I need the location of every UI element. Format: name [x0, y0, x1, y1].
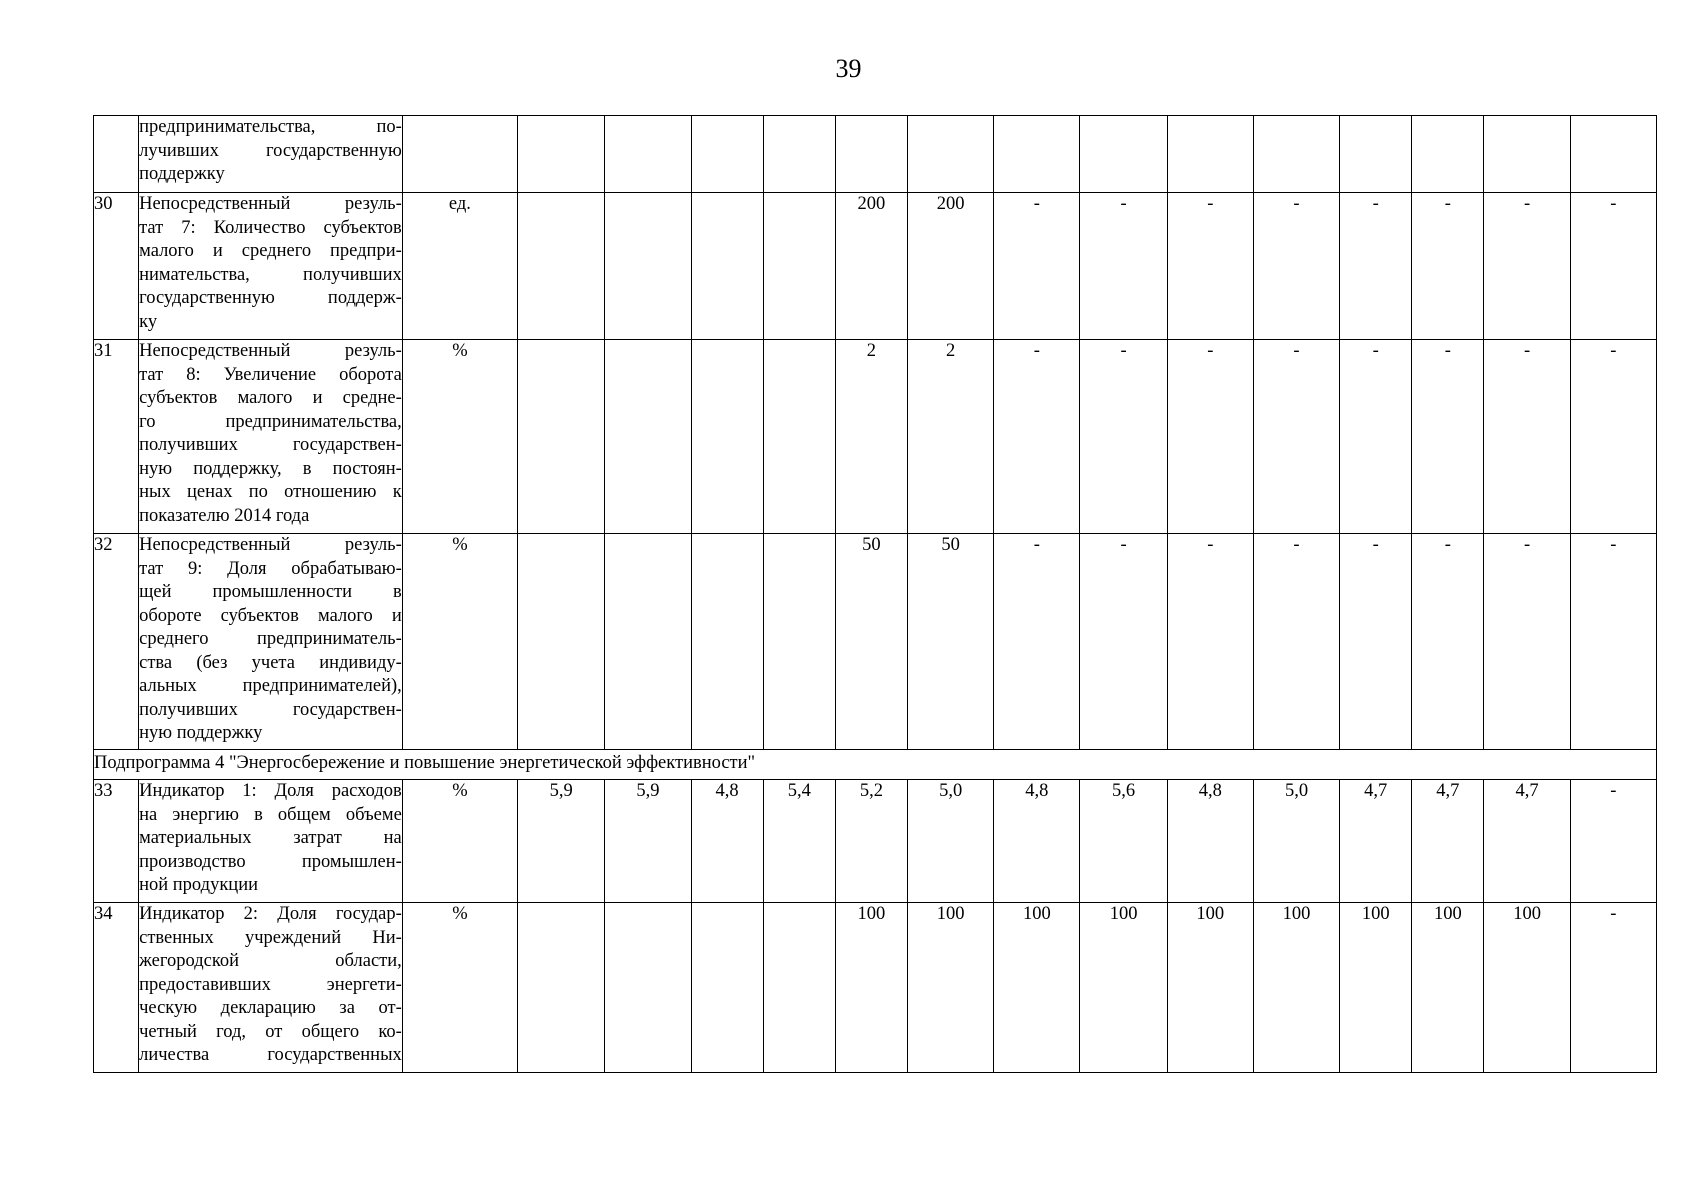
row-number: 31: [94, 340, 139, 534]
value-cell: 5,4: [763, 780, 835, 903]
value-cell: [1570, 116, 1656, 193]
value-cell: -: [1253, 193, 1339, 340]
indicator-name-line: Непосредственный резуль-: [139, 341, 402, 361]
value-cell: -: [1167, 340, 1253, 534]
value-cell: 5,6: [1080, 780, 1167, 903]
value-cell: 100: [1412, 903, 1484, 1073]
value-cell: -: [994, 340, 1080, 534]
value-cell: 50: [908, 534, 994, 750]
value-cell: 100: [994, 903, 1080, 1073]
value-cell: [1484, 116, 1570, 193]
indicator-name-line: ку: [139, 311, 158, 332]
value-cell: -: [1167, 534, 1253, 750]
value-cell: [691, 903, 763, 1073]
value-cell: [994, 116, 1080, 193]
indicator-name-line: тат 7: Количество субъектов: [139, 217, 402, 238]
value-cell: 5,2: [835, 780, 907, 903]
value-cell: [518, 534, 605, 750]
value-cell: [518, 116, 605, 193]
value-cell: 2: [908, 340, 994, 534]
value-cell: -: [1253, 340, 1339, 534]
indicator-name-line: получивших государствен-: [139, 699, 402, 720]
value-cell: -: [994, 193, 1080, 340]
indicator-name-line: получивших государствен-: [139, 435, 402, 455]
page-number: 39: [835, 54, 862, 83]
row-number: 33: [94, 780, 139, 903]
value-cell: [1080, 116, 1167, 193]
value-cell: [691, 193, 763, 340]
indicator-name-line: Индикатор 1: Доля расходов: [139, 781, 402, 801]
value-cell: -: [1080, 534, 1167, 750]
value-cell: [518, 193, 605, 340]
value-cell: [1412, 116, 1484, 193]
table-row: [94, 534, 1657, 750]
indicator-name-line: лучивших государственную: [139, 140, 402, 161]
indicators-table: [93, 115, 1657, 1073]
value-cell: 5,0: [908, 780, 994, 903]
row-number: [94, 116, 139, 193]
value-cell: -: [1484, 193, 1570, 340]
value-cell: [1167, 116, 1253, 193]
value-cell: 100: [835, 903, 907, 1073]
table-row: [94, 903, 1657, 1073]
section-row: [94, 750, 1657, 780]
value-cell: 4,7: [1484, 780, 1570, 903]
value-cell: -: [1340, 193, 1412, 340]
value-cell: 100: [1340, 903, 1412, 1073]
value-cell: [518, 340, 605, 534]
indicator-name: [139, 116, 403, 193]
value-cell: -: [1484, 340, 1570, 534]
table-row: [94, 193, 1657, 340]
value-cell: -: [994, 534, 1080, 750]
value-cell: -: [1412, 340, 1484, 534]
value-cell: 4,8: [1167, 780, 1253, 903]
value-cell: [835, 116, 907, 193]
indicator-name-line: нимательства, получивших: [139, 264, 402, 285]
unit-cell: %: [402, 340, 517, 534]
value-cell: -: [1080, 340, 1167, 534]
indicator-name-line: обороте субъектов малого и: [139, 605, 402, 626]
row-number: 30: [94, 193, 139, 340]
value-cell: [605, 193, 691, 340]
unit-cell: %: [402, 780, 517, 903]
value-cell: 4,8: [691, 780, 763, 903]
value-cell: -: [1167, 193, 1253, 340]
indicator-name: [139, 780, 403, 903]
value-cell: [605, 116, 691, 193]
indicator-name-line: альных предпринимателей),: [139, 676, 402, 696]
unit-cell: ед.: [402, 193, 517, 340]
unit-cell: %: [402, 903, 517, 1073]
indicator-name-line: Непосредственный резуль-: [139, 535, 402, 555]
value-cell: 4,7: [1412, 780, 1484, 903]
value-cell: -: [1253, 534, 1339, 750]
value-cell: -: [1570, 534, 1656, 750]
indicator-name-line: среднего предприниматель-: [139, 629, 402, 649]
table-row: [94, 116, 1657, 193]
value-cell: 100: [1253, 903, 1339, 1073]
value-cell: -: [1412, 534, 1484, 750]
indicator-name-line: на энергию в общем объеме: [139, 804, 402, 825]
value-cell: [763, 340, 835, 534]
indicator-name-line: производство промышлен-: [139, 851, 402, 872]
value-cell: [908, 116, 994, 193]
value-cell: [605, 340, 691, 534]
value-cell: -: [1570, 340, 1656, 534]
indicator-name-line: поддержку: [139, 164, 225, 184]
value-cell: [605, 534, 691, 750]
indicator-name: [139, 193, 403, 340]
value-cell: 200: [908, 193, 994, 340]
indicator-name-line: тат 9: Доля обрабатываю-: [139, 558, 402, 579]
table-row: [94, 340, 1657, 534]
value-cell: -: [1570, 193, 1656, 340]
indicator-name: [139, 534, 403, 750]
subprogram-heading: Подпрограмма 4 "Энергосбережение и повышение энергетической эффективности": [94, 750, 1657, 780]
value-cell: 100: [1484, 903, 1570, 1073]
indicator-name-line: предоставивших энергети-: [139, 974, 402, 995]
value-cell: 4,7: [1340, 780, 1412, 903]
value-cell: 50: [835, 534, 907, 750]
value-cell: [763, 534, 835, 750]
value-cell: [518, 903, 605, 1073]
value-cell: -: [1080, 193, 1167, 340]
value-cell: -: [1570, 780, 1656, 903]
indicator-name-line: ной продукции: [139, 875, 259, 895]
value-cell: [691, 340, 763, 534]
value-cell: 5,9: [518, 780, 605, 903]
indicator-name-line: малого и среднего предпри-: [139, 241, 402, 261]
row-number: 34: [94, 903, 139, 1073]
indicator-name-line: щей промышленности в: [139, 582, 402, 602]
indicator-name-line: материальных затрат на: [139, 828, 402, 848]
row-number: 32: [94, 534, 139, 750]
unit-cell: %: [402, 534, 517, 750]
indicator-name-line: ства (без учета индивиду-: [139, 652, 402, 673]
value-cell: [763, 903, 835, 1073]
indicator-name-line: Непосредственный резуль-: [139, 194, 402, 214]
value-cell: -: [1484, 534, 1570, 750]
value-cell: 4,8: [994, 780, 1080, 903]
indicator-name-line: государственную поддерж-: [139, 288, 402, 308]
indicator-name-line: жегородской области,: [139, 951, 402, 971]
indicator-name-line: ную поддержку: [139, 723, 263, 743]
value-cell: [1340, 116, 1412, 193]
value-cell: 200: [835, 193, 907, 340]
value-cell: -: [1340, 534, 1412, 750]
value-cell: [691, 116, 763, 193]
indicator-name-line: ческую декларацию за от-: [139, 998, 402, 1018]
indicator-name-line: показателю 2014 года: [139, 505, 310, 526]
indicator-name-line: Индикатор 2: Доля государ-: [139, 904, 402, 924]
indicator-name-line: ных ценах по отношению к: [139, 482, 402, 502]
unit-cell: [402, 116, 517, 193]
value-cell: 5,0: [1253, 780, 1339, 903]
value-cell: 100: [1080, 903, 1167, 1073]
value-cell: -: [1570, 903, 1656, 1073]
value-cell: [691, 534, 763, 750]
indicator-name-line: тат 8: Увеличение оборота: [139, 364, 402, 385]
indicator-name-line: субъектов малого и средне-: [139, 388, 402, 408]
indicator-name-line: четный год, от общего ко-: [139, 1021, 402, 1042]
indicator-name-line: личества государственных: [139, 1045, 402, 1065]
indicator-name-line: ственных учреждений Ни-: [139, 927, 402, 948]
table-row: [94, 780, 1657, 903]
value-cell: 2: [835, 340, 907, 534]
value-cell: [763, 116, 835, 193]
value-cell: -: [1340, 340, 1412, 534]
value-cell: [1253, 116, 1339, 193]
value-cell: [763, 193, 835, 340]
value-cell: [605, 903, 691, 1073]
indicator-name: [139, 340, 403, 534]
indicator-name-line: го предпринимательства,: [139, 411, 402, 432]
value-cell: 100: [908, 903, 994, 1073]
indicator-name: [139, 903, 403, 1073]
value-cell: 5,9: [605, 780, 691, 903]
indicator-name-line: ную поддержку, в постоян-: [139, 458, 402, 479]
indicator-name-line: предпринимательства, по-: [139, 117, 402, 137]
value-cell: 100: [1167, 903, 1253, 1073]
value-cell: -: [1412, 193, 1484, 340]
